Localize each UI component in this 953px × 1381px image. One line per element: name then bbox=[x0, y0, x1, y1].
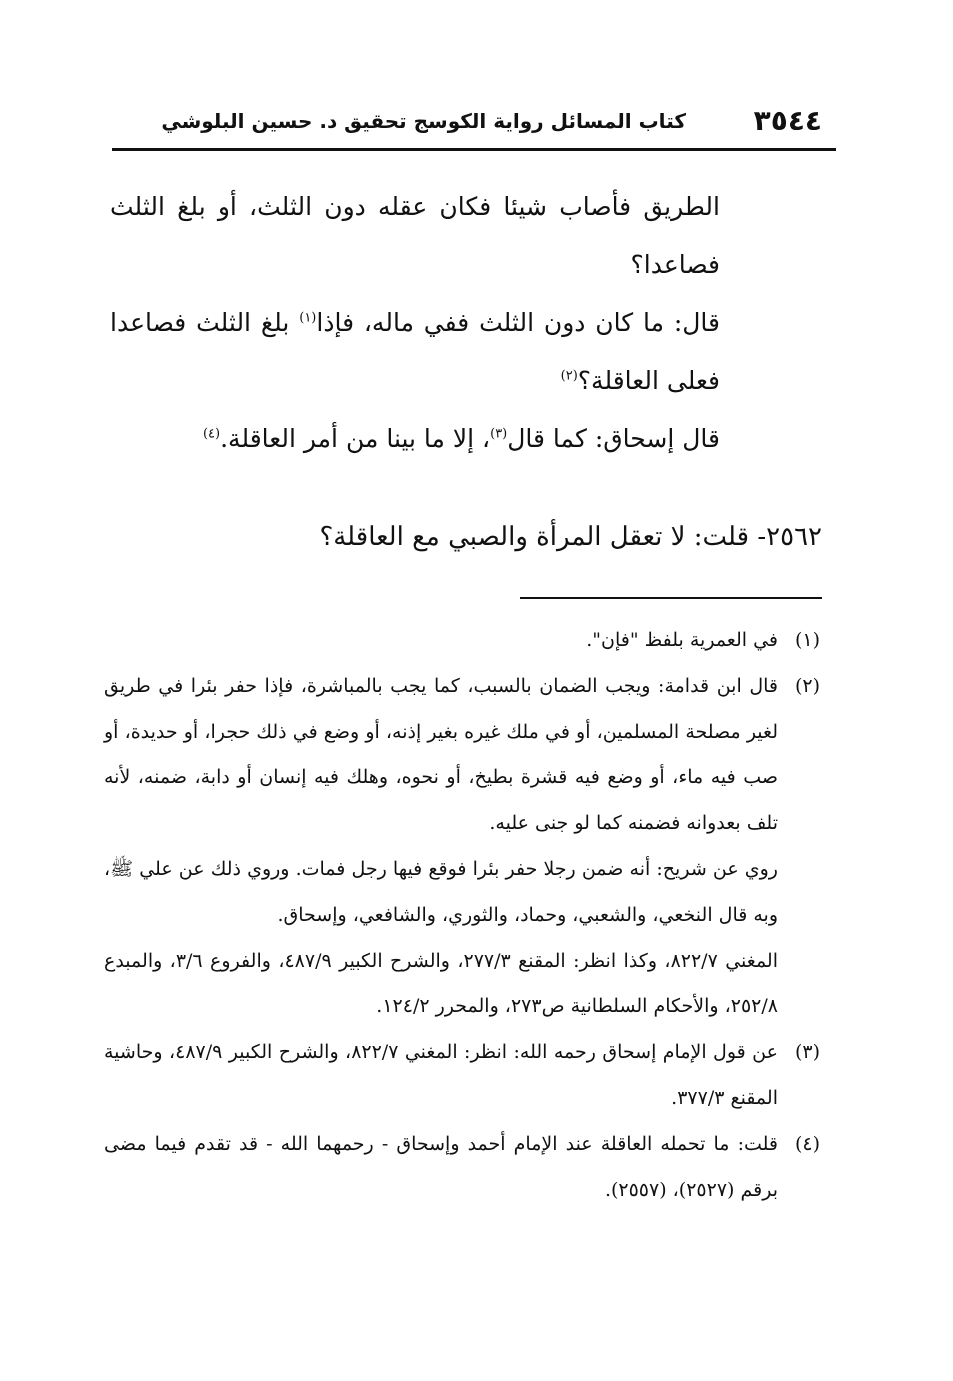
footnote-ref-2[interactable]: (٢) bbox=[560, 368, 578, 384]
footnote-text: عن قول الإمام إسحاق رحمه الله: انظر: المغني ٨٢٢/٧، والشرح الكبير ٤٨٧/٩، وحاشية المقنع ٣٧٧/٣. bbox=[104, 1041, 778, 1109]
footnote-number: (١) bbox=[794, 629, 820, 651]
running-title: كتاب المسائل رواية الكوسج تحقيق د. حسين البلوشي bbox=[161, 109, 686, 133]
paragraph-3-part-a: قال إسحاق: كما قال bbox=[507, 424, 720, 453]
paragraph-1: الطريق فأصاب شيئا فكان عقله دون الثلث، أو بلغ الثلث فصاعدا؟ bbox=[110, 192, 720, 279]
paragraph-2-part-b: بلغ الثلث فصاعدا فعلى العاقلة؟ bbox=[110, 308, 720, 395]
header-rule bbox=[112, 148, 836, 151]
footnote-number: (٣) bbox=[794, 1041, 820, 1064]
footnote-number: (٢) bbox=[794, 674, 820, 697]
footnote-number: (٤) bbox=[794, 1132, 820, 1155]
footnote-text: قلت: ما تحمله العاقلة عند الإمام أحمد وإسحاق - رحمهما الله - قد تقدم فيما مضى برقم (٢٥٢٧)، (٢٥٥٧). bbox=[104, 1132, 778, 1201]
footnote-separator bbox=[520, 597, 822, 599]
footnote-1 bbox=[104, 618, 820, 664]
footnote-2 bbox=[104, 664, 820, 1030]
paragraph-3-part-b: ، إلا ما بينا من أمر العاقلة. bbox=[220, 424, 491, 453]
page-number: ٣٥٤٤ bbox=[753, 104, 822, 137]
footnote-ref-3[interactable]: (٣) bbox=[490, 426, 508, 442]
footnote-text: قال ابن قدامة: ويجب الضمان بالسبب، كما يجب بالمباشرة، فإذا حفر بئرا في طريق لغير مصلحة المسلمين، أو في ملك غيره بغير إذنه، أو وضع في ذلك حجرا، أو حديدة، أو صب فيه ماء، أو وضع فيه قشرة بطيخ، أو نحوه، وهلك فيه إنسان أو دابة، ضمنه، لأنه تلف بعدوانه فضمنه كما لو جنى عليه. bbox=[104, 674, 778, 835]
page-header bbox=[112, 96, 836, 148]
footnote-ref-4[interactable]: (٤) bbox=[202, 426, 221, 442]
main-text bbox=[110, 178, 720, 468]
footnotes bbox=[104, 618, 820, 1213]
paragraph-2 bbox=[110, 294, 720, 410]
paragraph-2-part-a: قال: ما كان دون الثلث ففي ماله، فإذا bbox=[316, 308, 720, 337]
question-2562: ٢٥٦٢- قلت: لا تعقل المرأة والصبي مع العاقلة؟ bbox=[319, 522, 822, 552]
footnote-text: المغني ٨٢٢/٧، وكذا انظر: المقنع ٢٧٧/٣، والشرح الكبير ٤٨٧/٩، والفروع ٣/٦، والمبدع ٢٥٢/٨، والأحكام السلطانية ص٢٧٣، والمحرر ١٢٤/٢. bbox=[104, 949, 778, 1018]
footnote-text: في العمرية بلفظ "فإن". bbox=[586, 629, 778, 651]
footnote-ref-1[interactable]: (١) bbox=[299, 310, 317, 326]
footnote-3 bbox=[104, 1030, 820, 1122]
paragraph-3 bbox=[110, 410, 720, 468]
footnote-text: روي عن شريح: أنه ضمن رجلا حفر بئرا فوقع فيها رجل فمات. وروي ذلك عن علي ﷺ، وبه قال النخعي، والشعبي، وحماد، والثوري، والشافعي، وإسحاق. bbox=[104, 857, 778, 926]
footnote-4 bbox=[104, 1122, 820, 1214]
